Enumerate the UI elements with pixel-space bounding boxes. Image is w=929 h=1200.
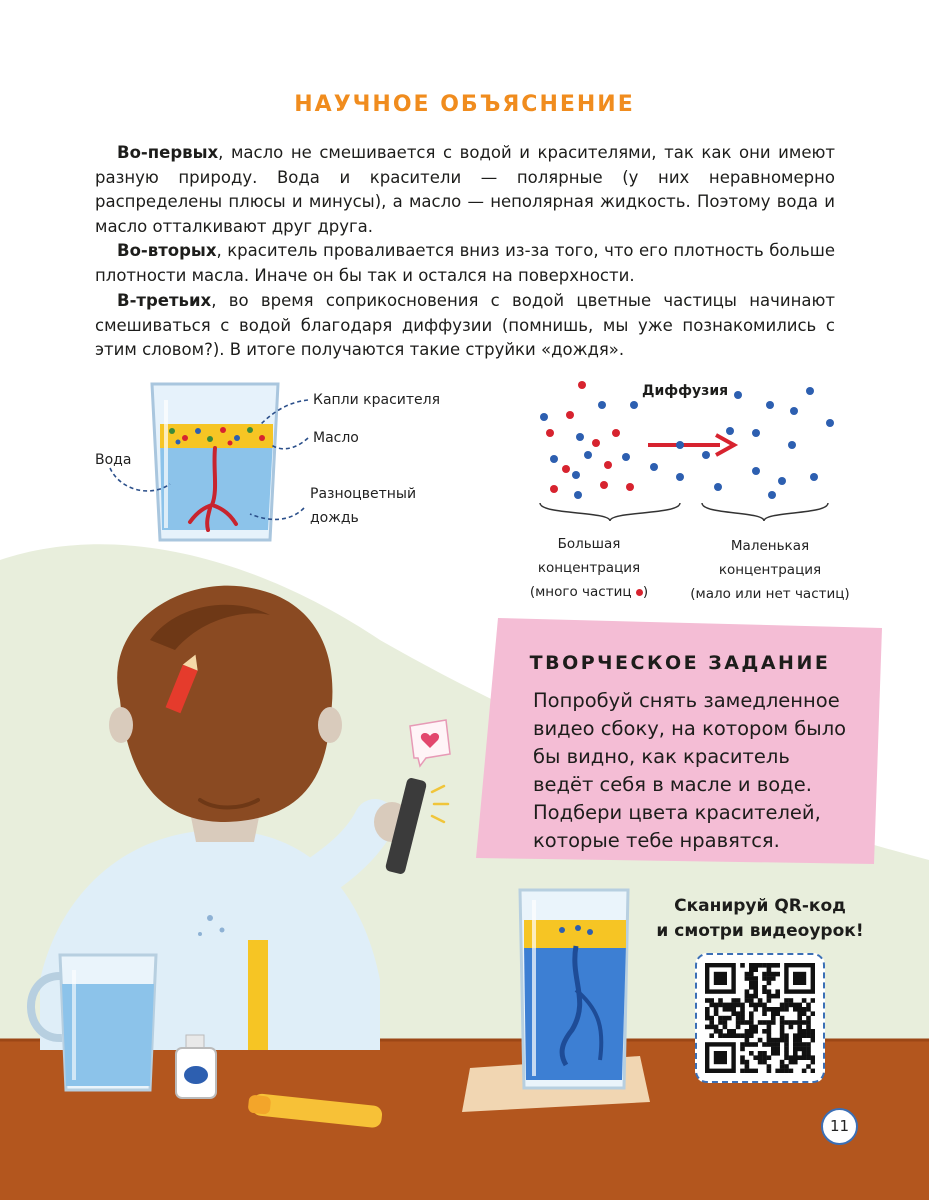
blue-particle: [702, 451, 710, 459]
red-particle: [550, 485, 558, 493]
qr-caption-line-2: и смотри видеоурок!: [656, 921, 864, 941]
measuring-jug: [31, 955, 156, 1090]
paragraph-third: [95, 289, 835, 363]
blue-particle: [576, 433, 584, 441]
label-low-2: концентрация: [718, 562, 822, 578]
blue-particle: [810, 473, 818, 481]
yellow-marker: [247, 1093, 383, 1129]
blue-particle: [622, 453, 630, 461]
blue-particle: [726, 427, 734, 435]
blue-particle: [550, 455, 558, 463]
red-particle: [600, 481, 608, 489]
blue-particle: [752, 429, 760, 437]
label-high-concentration: [520, 532, 658, 604]
label-low-1: Маленькая: [730, 538, 810, 554]
blue-particle: [598, 401, 606, 409]
experiment-jar: [520, 890, 628, 1088]
red-particle-icon: [636, 589, 643, 596]
blue-particle: [630, 401, 638, 409]
qr-code-icon[interactable]: [705, 963, 815, 1073]
label-high-3-line: [520, 580, 658, 604]
red-particle: [562, 465, 570, 473]
red-particle: [592, 439, 600, 447]
blue-particle: [574, 491, 582, 499]
blue-particle: [714, 483, 722, 491]
label-drops: Капли красителя: [313, 392, 441, 408]
blue-particle: [540, 413, 548, 421]
label-water: Вода: [95, 452, 132, 468]
red-particle: [566, 411, 574, 419]
blue-particle: [826, 419, 834, 427]
label-low-concentration: [675, 534, 865, 606]
label-oil: Масло: [313, 430, 359, 446]
blue-particle: [676, 441, 684, 449]
task-text: Попробуй снять замедленное видео сбоку, на котором было бы видно, как краситель ведёт себя в масле и воде. Подбери цвета красителей, которые тебе нравятся.: [533, 689, 847, 852]
blue-particle: [788, 441, 796, 449]
section-title: НАУЧНОЕ ОБЪЯСНЕНИЕ: [294, 92, 635, 117]
paragraph-lead: Во-первых: [117, 143, 219, 162]
red-particle: [612, 429, 620, 437]
blue-particle: [752, 467, 760, 475]
red-particle: [604, 461, 612, 469]
sparkle-lines: [432, 786, 448, 822]
label-low-3: (мало или нет частиц): [690, 586, 850, 602]
paragraph-lead: Во-вторых: [117, 241, 217, 260]
label-rain-1: Разноцветный: [310, 486, 417, 502]
blue-particle: [806, 387, 814, 395]
blue-particle: [790, 407, 798, 415]
blue-particle: [766, 401, 774, 409]
table-objects: [0, 880, 660, 1140]
paragraph-text: , масло не смешивается с водой и красителями, так как они имеют разную природу. Вода и красители — полярные (у них неравномерно распределены плюсы и минусы), а масло — неполярная жидкость. Поэтому вода и масло отталкивают друг друга.: [95, 143, 835, 236]
label-rain-2: дождь: [310, 510, 359, 526]
blue-particle: [734, 391, 742, 399]
red-particle: [546, 429, 554, 437]
label-high-3-end: ): [642, 584, 649, 600]
label-high-2: концентрация: [537, 560, 641, 576]
qr-frame[interactable]: [695, 953, 825, 1083]
diffusion-title: Диффузия: [642, 383, 729, 399]
label-high-1: Большая: [557, 536, 621, 552]
dye-bottle: [176, 1035, 216, 1098]
blue-particle: [676, 473, 684, 481]
heart-bubble-icon: [410, 720, 450, 766]
paragraph-lead: В-третьих: [117, 291, 212, 310]
qr-caption-line-1: Сканируй QR-код: [674, 896, 846, 916]
page-number: 11: [821, 1108, 858, 1145]
paragraph-text: , краситель проваливается вниз из-за того, что его плотность больше плотности масла. Иначе он бы так и остался на поверхности.: [95, 241, 835, 285]
qr-caption: [640, 894, 880, 944]
blue-particle: [572, 471, 580, 479]
blue-particle: [768, 491, 776, 499]
paragraph-first: [95, 141, 835, 239]
brace-low: [702, 503, 828, 521]
blue-particle: [584, 451, 592, 459]
paragraph-second: [95, 239, 835, 288]
blue-particle: [650, 463, 658, 471]
task-title: ТВОРЧЕСКОЕ ЗАДАНИЕ: [529, 652, 831, 674]
brace-high: [540, 503, 680, 521]
blue-particle: [778, 477, 786, 485]
red-particle: [578, 381, 586, 389]
red-particle: [626, 483, 634, 491]
label-high-3: (много частиц: [529, 584, 632, 600]
paragraph-text: , во время соприкосновения с водой цветные частицы начинают смешиваться с водой благодаря диффузии (помнишь, мы уже познакомились с этим словом?). В итоге получаются такие струйки «дождя».: [95, 291, 835, 359]
